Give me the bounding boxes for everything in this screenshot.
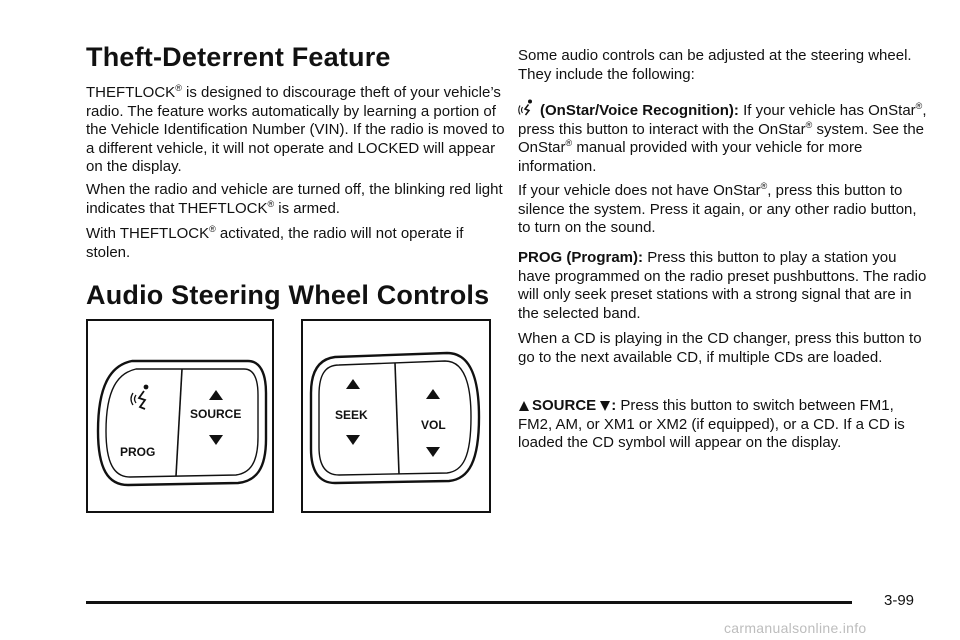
registered-mark: ®: [267, 198, 275, 209]
paragraph-prog: [518, 249, 928, 323]
text: If your vehicle does not have OnStar: [518, 182, 761, 199]
text: , press this button to silence the system. Press it again, or any other radio button, to turn on the sound.: [518, 182, 917, 237]
seek-up-arrow-icon: [346, 379, 360, 389]
right-panel-illustration: [303, 321, 489, 511]
text: manual provided with your vehicle for more information.: [518, 139, 863, 175]
prog-label: PROG: [120, 445, 156, 459]
registered-mark: ®: [209, 224, 216, 234]
text: is armed.: [278, 199, 340, 217]
voice-recognition-icon: [131, 385, 148, 409]
source-term: SOURCE: [532, 397, 597, 414]
paragraph-no-onstar: [518, 182, 928, 238]
text: THEFTLOCK: [86, 84, 176, 101]
paragraph-theftlock-activated: [86, 225, 506, 262]
figure-left-control-panel: [86, 319, 274, 513]
text: When the radio and vehicle are turned off, the blinking red light indicates that THEFTLOCK: [86, 181, 503, 217]
heading-theft-deterrent: Theft-Deterrent Feature: [86, 42, 391, 72]
text: is designed to discourage theft of your vehicle’s radio. The feature works automatically by learning a portion of the Vehicle Identification Number (VIN). If the radio is moved to a different vehicle, it will not operate and LOCKED will appear on the display.: [86, 84, 505, 176]
source-down-arrow-icon: [209, 435, 223, 445]
seek-label: SEEK: [335, 408, 368, 422]
text: If your vehicle has OnStar: [743, 102, 916, 119]
up-triangle-icon: [518, 400, 530, 412]
text: Press this button to switch between FM1, FM2, AM, or XM1 or XM2 (if equipped), or a CD. If a CD is loaded the CD symbol will appear on the display.: [518, 397, 905, 452]
footer-rule: [86, 601, 852, 604]
registered-mark: ®: [805, 119, 813, 130]
paragraph-blinking-light: [86, 181, 506, 218]
watermark: carmanualsonline.info: [724, 620, 867, 636]
left-panel-illustration: [88, 321, 272, 511]
registered-mark: ®: [915, 101, 923, 111]
source-colon: :: [611, 397, 617, 414]
paragraph-intro: Some audio controls can be adjusted at the steering wheel. They include the following:: [518, 47, 912, 83]
text: , press this button to interact with the OnStar: [518, 102, 927, 138]
paragraph-cd: When a CD is playing in the CD changer, press this button to go to the next available CD, if multiple CDs are loaded.: [518, 330, 922, 366]
page-number: 3-99: [884, 592, 915, 609]
vol-label: VOL: [421, 418, 446, 432]
seek-down-arrow-icon: [346, 435, 360, 445]
text: system. See the OnStar: [518, 120, 925, 157]
prog-term: PROG (Program):: [518, 249, 644, 266]
down-triangle-icon: [599, 400, 611, 412]
registered-mark: ®: [175, 83, 182, 93]
paragraph-onstar: [518, 99, 928, 176]
onstar-term: (OnStar/Voice Recognition):: [540, 102, 739, 119]
heading-audio-steering-wheel: Audio Steering Wheel Controls: [86, 280, 490, 310]
registered-mark: ®: [565, 138, 573, 149]
registered-mark: ®: [760, 181, 768, 191]
voice-recognition-icon: [518, 99, 536, 117]
vol-up-arrow-icon: [426, 389, 440, 399]
paragraph-theftlock-intro: [86, 84, 506, 177]
text: activated, the radio will not operate if stolen.: [86, 225, 464, 261]
text: With THEFTLOCK: [86, 225, 210, 242]
text: Press this button to play a station you have programmed on the radio preset pushbuttons. The radio will only seek preset stations with a strong signal that are in the selected band.: [518, 249, 927, 322]
source-up-arrow-icon: [209, 390, 223, 400]
vol-down-arrow-icon: [426, 447, 440, 457]
paragraph-source: [518, 397, 928, 453]
source-label: SOURCE: [190, 407, 242, 421]
figure-right-control-panel: [301, 319, 491, 513]
